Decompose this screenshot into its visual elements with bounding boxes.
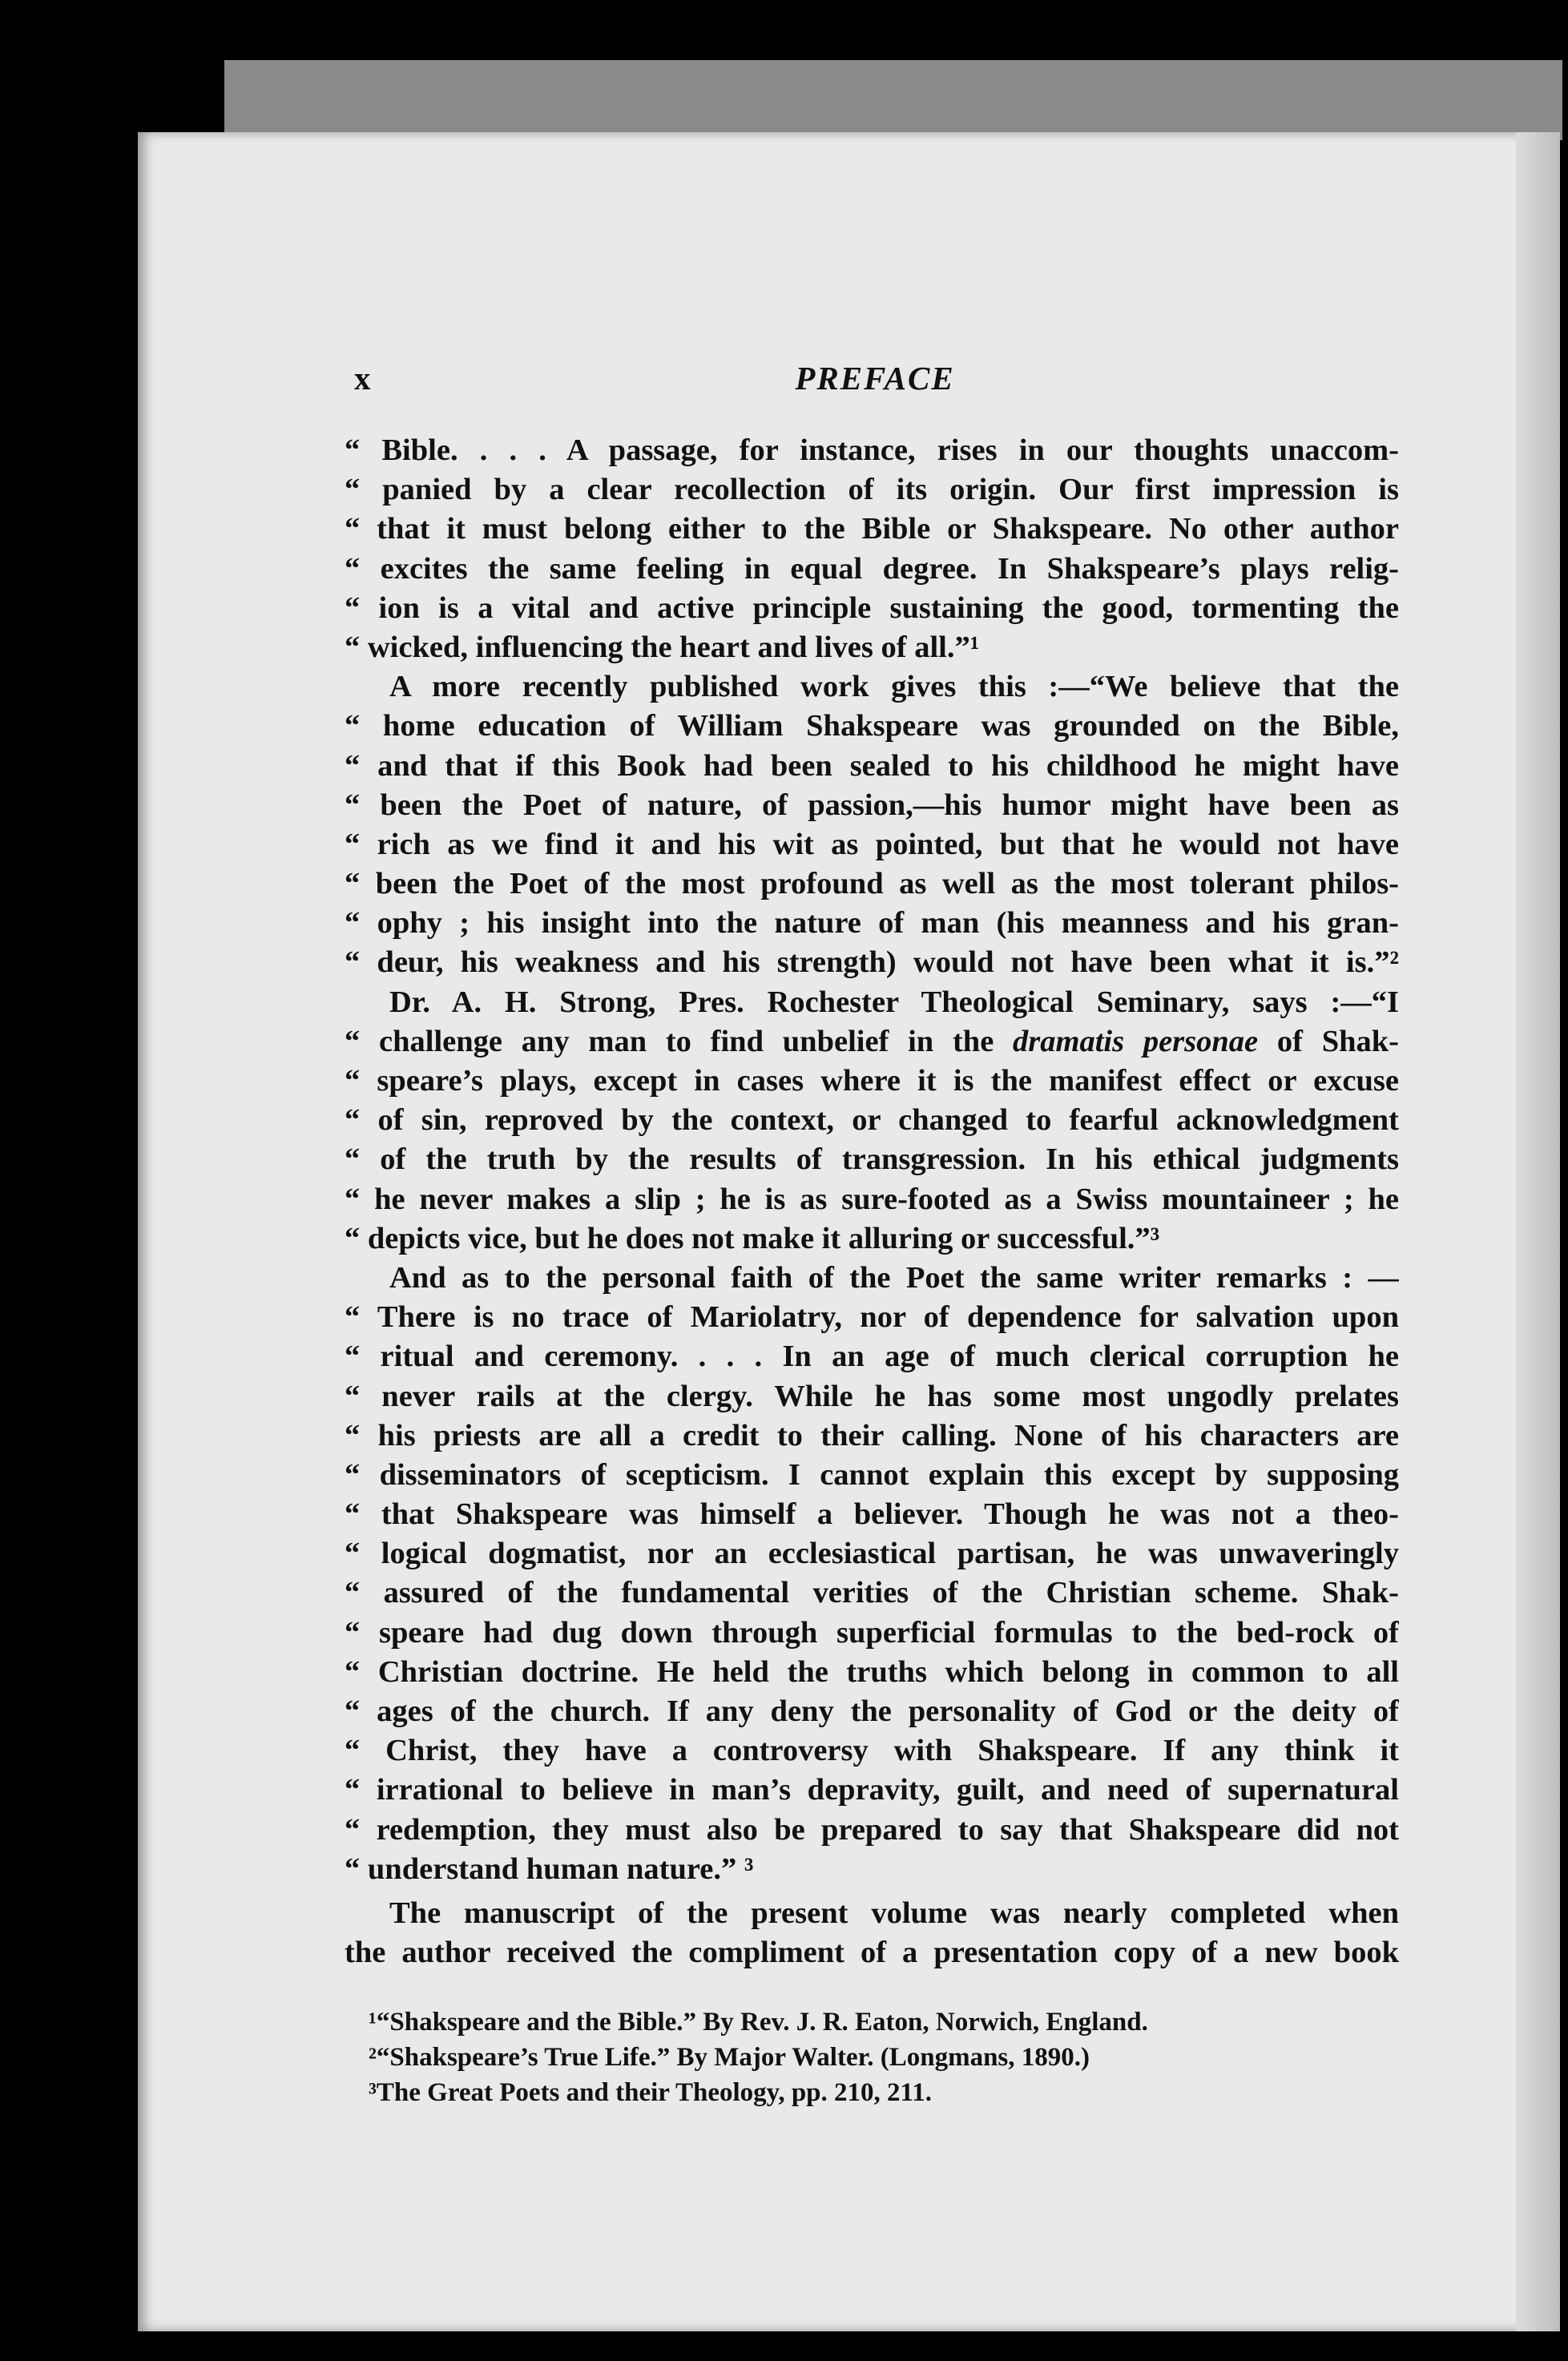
text-line: “ that it must belong either to the Bible or Shakspeare. No other author: [345, 512, 1399, 546]
running-head: [354, 359, 1396, 407]
text-line: “ ophy ; his insight into the nature of man (his meanness and his gran-: [345, 906, 1399, 941]
text-line: “ irrational to believe in man’s depravity, guilt, and need of supernatural: [345, 1773, 1399, 1807]
text-line: “ been the Poet of the most profound as well as the most tolerant philos-: [345, 867, 1399, 901]
text-line: “ logical dogmatist, nor an ecclesiastical partisan, he was unwaveringly: [345, 1537, 1399, 1571]
text-line: “ There is no trace of Mariolatry, nor of dependence for salvation upon: [345, 1300, 1399, 1335]
text-line: “ disseminators of scepticism. I cannot explain this except by supposing: [345, 1457, 1399, 1492]
text-line: And as to the personal faith of the Poet the same writer remarks : —: [389, 1260, 1399, 1295]
text-line: “ panied by a clear recollection of its origin. Our first impression is: [345, 473, 1399, 507]
text-line: “ Bible. . . . A passage, for instance, rises in our thoughts unaccom-: [345, 433, 1399, 467]
text-line: “ ritual and ceremony. . . . In an age of much clerical corruption he: [345, 1340, 1399, 1374]
text-line: “ speare’s plays, except in cases where it is the manifest effect or excuse: [345, 1064, 1399, 1098]
page-edge: [1516, 132, 1560, 2331]
text-line: “ that Shakspeare was himself a believer. Though he was not a theo-: [345, 1497, 1399, 1532]
text-line: Dr. A. H. Strong, Pres. Rochester Theological Seminary, says :—“I: [389, 985, 1399, 1019]
text-line: the author received the compliment of a presentation copy of a new book: [345, 1936, 1399, 1970]
text-line: “ ion is a vital and active principle sustaining the good, tormenting the: [345, 590, 1399, 625]
text-line: “ of the truth by the results of transgression. In his ethical judgments: [345, 1142, 1399, 1177]
text-line: “ Christian doctrine. He held the truths which belong in common to all: [345, 1654, 1399, 1689]
running-title: PREFACE: [795, 360, 955, 397]
text-line: “ understand human nature.” ³: [345, 1851, 754, 1886]
text-line: “ and that if this Book had been sealed to his childhood he might have: [345, 748, 1399, 783]
text-line: “ assured of the fundamental verities of the Christian scheme. Shak-: [345, 1576, 1399, 1610]
text-line: “ home education of William Shakspeare was grounded on the Bible,: [345, 709, 1399, 743]
page-folio: x: [354, 360, 371, 397]
footnote: ³The Great Poets and their Theology, pp. 210, 211.: [369, 2078, 932, 2107]
footnote: ²“Shakspeare’s True Life.” By Major Walter. (Longmans, 1890.): [369, 2043, 1090, 2072]
text-line: “ challenge any man to find unbelief in the dramatis personae of Shak-: [345, 1024, 1399, 1058]
text-line: “ of sin, reproved by the context, or changed to fearful acknowledgment: [345, 1103, 1399, 1138]
text-line: “ rich as we find it and his wit as pointed, but that he would not have: [345, 827, 1399, 861]
text-line: “ speare had dug down through superficial formulas to the bed-rock of: [345, 1615, 1399, 1650]
footnotes: [369, 2004, 1410, 2110]
footnote: ¹“Shakspeare and the Bible.” By Rev. J. R. Eaton, Norwich, England.: [369, 2008, 1148, 2037]
text-line: “ he never makes a slip ; he is as sure-footed as a Swiss mountaineer ; he: [345, 1182, 1399, 1216]
text-line: “ depicts vice, but he does not make it alluring or successful.”³: [345, 1221, 1160, 1255]
text-line: “ ages of the church. If any deny the personality of God or the deity of: [345, 1694, 1399, 1728]
body-text: [345, 431, 1399, 1972]
text-line: “ wicked, influencing the heart and lives of all.”¹: [345, 630, 980, 664]
back-sheet: [224, 60, 1562, 140]
text-line: “ deur, his weakness and his strength) would not have been what it is.”²: [345, 945, 1399, 980]
text-line: “ excites the same feeling in equal degree. In Shakspeare’s plays relig-: [345, 551, 1399, 586]
text-line: The manuscript of the present volume was nearly completed when: [389, 1896, 1399, 1930]
text-line: “ Christ, they have a controversy with Shakspeare. If any think it: [345, 1734, 1399, 1768]
text-line: A more recently published work gives this :—“We believe that the: [389, 670, 1399, 704]
text-line: “ been the Poet of nature, of passion,—his humor might have been as: [345, 788, 1399, 822]
text-line: “ his priests are all a credit to their calling. None of his characters are: [345, 1418, 1399, 1452]
text-line: “ never rails at the clergy. While he has some most ungodly prelates: [345, 1379, 1399, 1413]
text-line: “ redemption, they must also be prepared to say that Shakspeare did not: [345, 1812, 1399, 1847]
